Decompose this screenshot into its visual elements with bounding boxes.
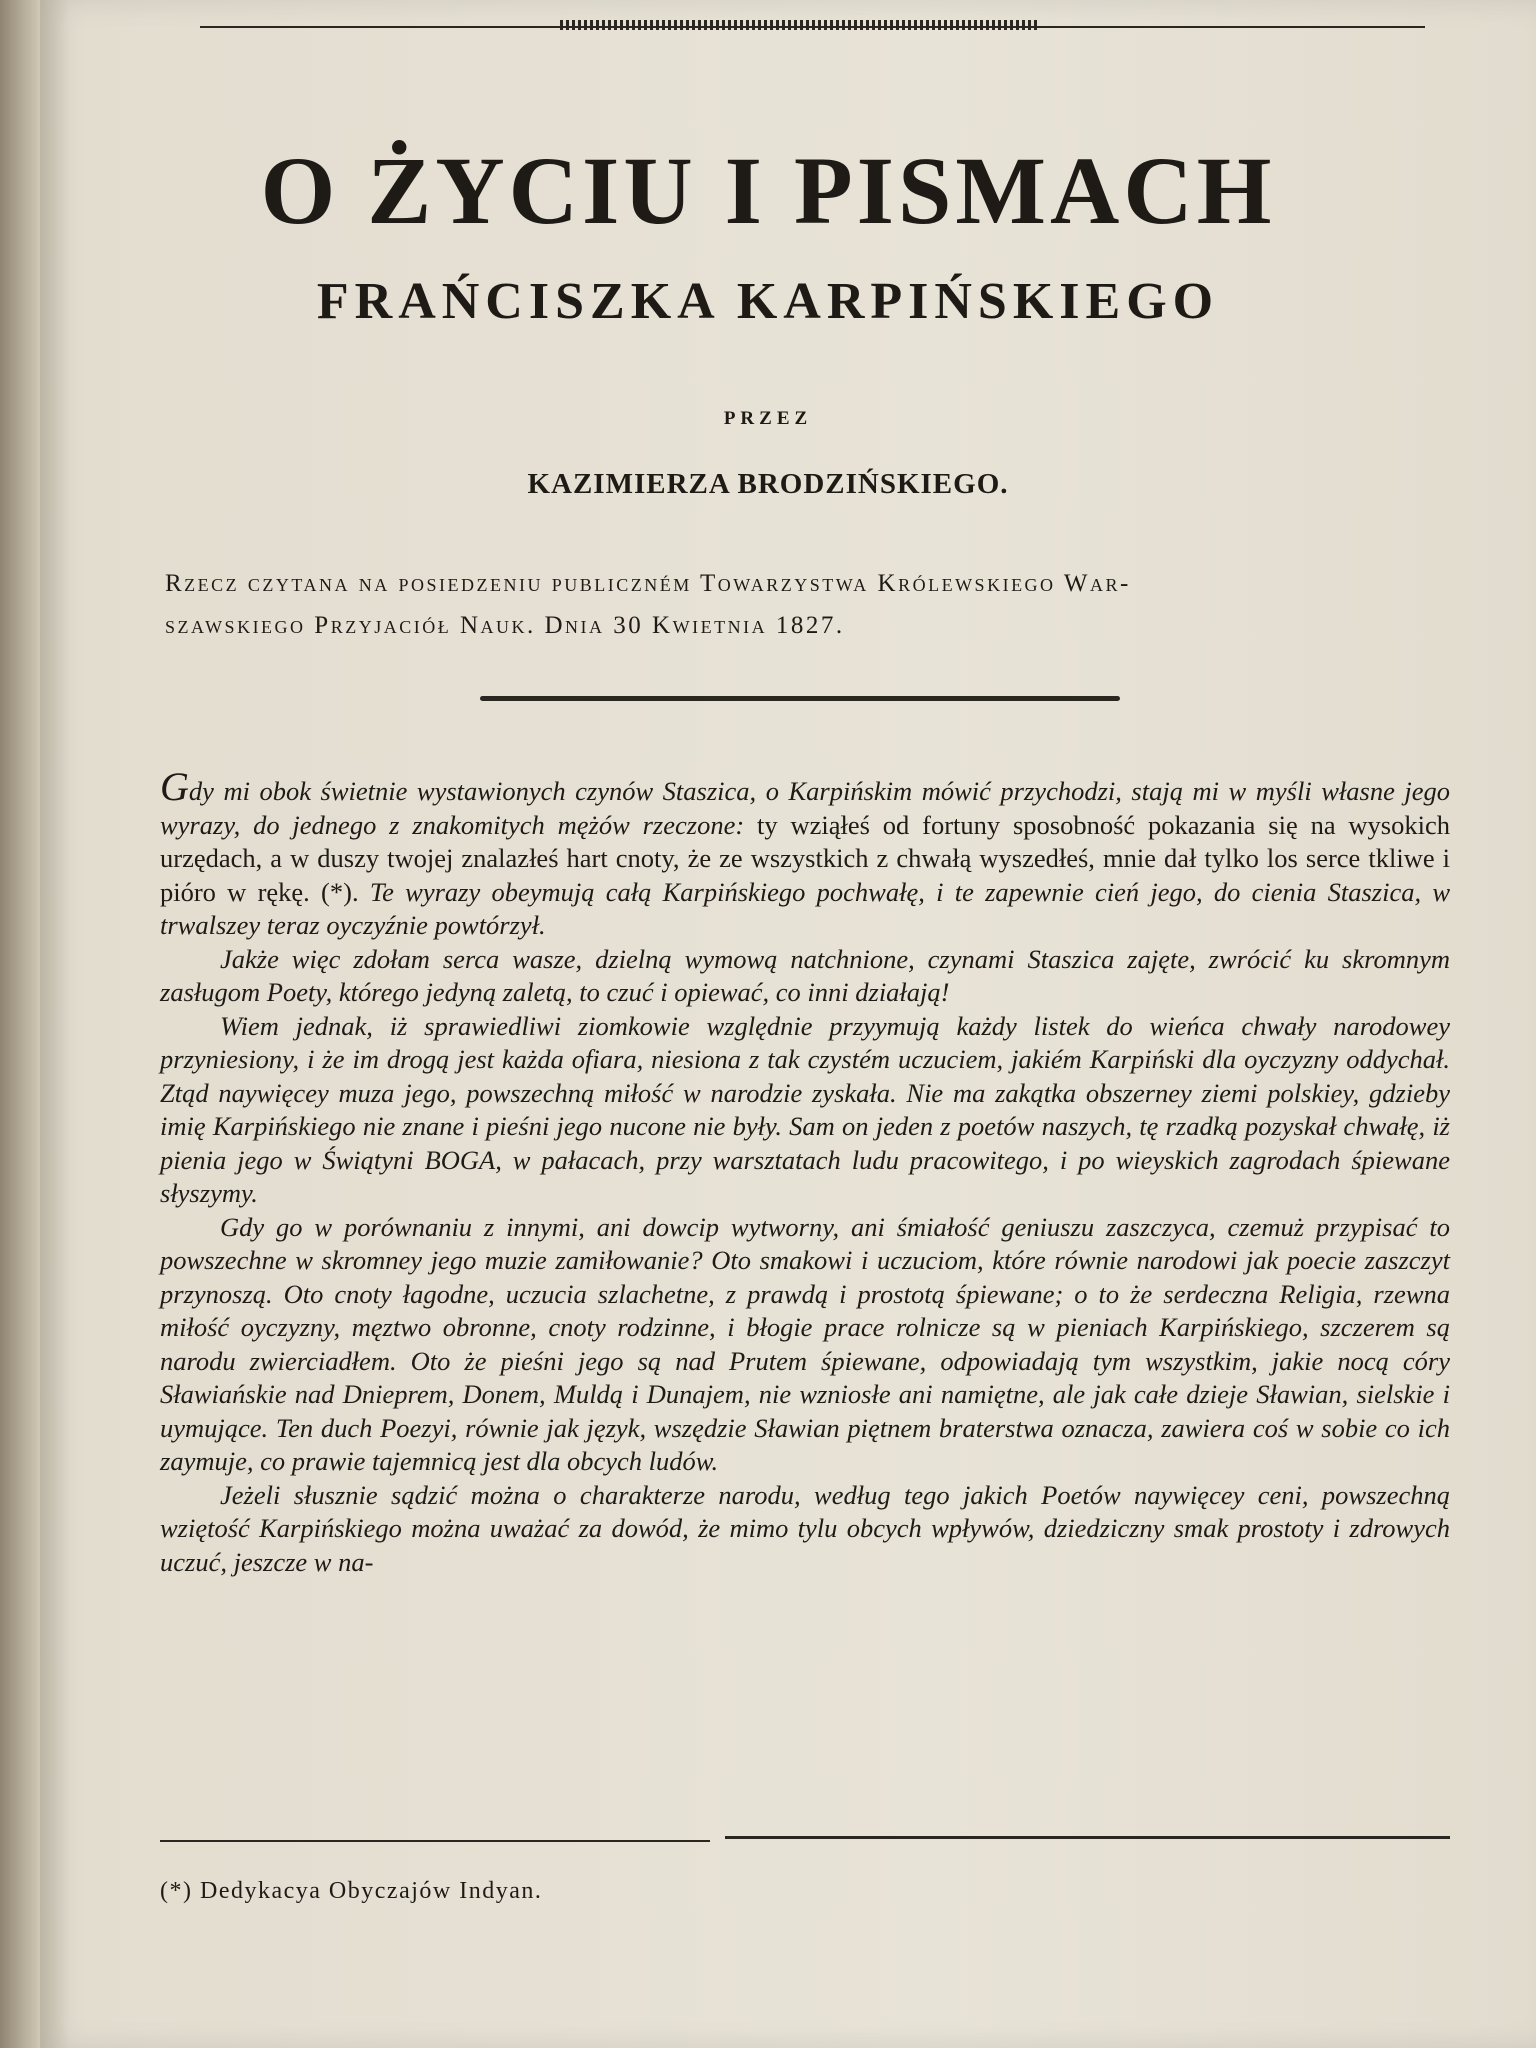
reading-note-line-2: szawskiego Przyjaciół Nauk. Dnia 30 Kwietnia 1827. xyxy=(165,612,845,639)
initial-letter: G xyxy=(160,764,189,809)
main-text xyxy=(160,764,1451,1579)
paragraph-1-quote: ty wziąłeś od fortuny sposobność pokazania się na wysokich urzędach, a w duszy twojej znalazłeś hart cnoty, że ze wszystkich z chwałą wyszedłeś, mnie dał tylko los serce tkliwe i pióro w rękę. (*). xyxy=(160,809,1450,907)
paragraph-4: Gdy go w porównaniu z innymi, ani dowcip wytworny, ani śmiałość geniuszu zaszczyca, czemuż przypisać to powszechne w skromney jego muzie zamiłowanie? Oto smakowi i uczuciom, które równie narodowi jak poecie zaszczyt przynoszą. Oto cnoty łagodne, uczucia szlachetne, z prawdą i prostotą śpiewane; o to że serdeczna Religia, rzewna miłość oyczyzny, męztwo obronne, cnoty rodzinne, i błogie prace rolnicze są w pieniach Karpińskiego, szczerem są narodu zwierciadłem. Oto że pieśni jego są nad Prutem śpiewane, odpowiadają tym wszystkim, jakie nocą córy Sławiańskie nad Dnieprem, Donem, Muldą i Dunajem, nie wzniosłe ani namiętne, ale jak całe dzieje Sławian, sielskie i uymujące. Ten duch Poezyi, równie jak język, wszędzie Sławian piętnem braterstwa oznacza, zawiera coś w sobie co ich zaymuje, co prawie tajemnicą jest dla obcych ludów. xyxy=(160,1211,1450,1476)
author-name: KAZIMIERZA BRODZIŃSKIEGO. xyxy=(527,468,1009,500)
footnote: (*) Dedykacya Obyczajów Indyan. xyxy=(160,1878,543,1904)
paragraph-3: Wiem jednak, iż sprawiedliwi ziomkowie względnie przyymują każdy listek do wieńca chwały narodowey przyniesiony, i że im drogą jest każda ofiara, niesiona z tak czystém uczuciem, jakiém Karpiński dla oyczyzny oddychał. Ztąd naywięcey muza jego, powszechną miłość w narodzie zyskała. Nie ma zakątka obszerney ziemi polskiey, gdzieby imię Karpińskiego nie znane i pieśni jego nucone nie były. Sam on jeden z poetów naszych, tę rzadką pozyskał chwałę, iż pienia jego w Świątyni BOGA, w pałacach, przy warsztatach ludu pracowitego, i po wieyskich zagrodach śpiewane słyszymy. xyxy=(160,1010,1450,1208)
paragraph-1-opening: dy mi obok świetnie wystawionych czynów Staszica, o Karpińskim mówić przychodzi, stają mi w myśli własne jego wyrazy, do jednego z znakomitych mężów rzeczone: xyxy=(160,776,1450,840)
paragraph-2: Jakże więc zdołam serca wasze, dzielną wymową natchnione, czynami Staszica zajęte, zwrócić ku skromnym zasługom Poety, którego jedyną zaletą, to czuć i opiewać, co inni działają! xyxy=(160,943,1450,1007)
reading-note xyxy=(165,563,1445,647)
section-divider xyxy=(480,696,1120,701)
top-ornament xyxy=(560,20,1040,30)
footnote-rule-left xyxy=(160,1840,710,1842)
reading-note-line-1: Rzecz czytana na posiedzeniu publiczném Towarzystwa Królewskiego War- xyxy=(165,570,1131,597)
page-title: O ŻYCIU I PISMACH xyxy=(260,137,1276,244)
paragraph-1-closing: Te wyrazy obeymują całą Karpińskiego pochwałę, i te zapewnie cień jego, do cienia Staszica, w trwalszey teraz oyczyźnie powtórzył. xyxy=(160,876,1451,940)
paragraph-1 xyxy=(160,764,1451,943)
page-subtitle: FRAŃCISZKA KARPIŃSKIEGO xyxy=(316,273,1220,330)
paragraph-5: Jeżeli słusznie sądzić można o charakterze narodu, według tego jakich Poetów naywięcey ceni, powszechną wziętość Karpińskiego można uważać za dowód, że mimo tylu obcych wpływów, dziedziczny smak prostoty i zdrowych uczuć, jeszcze w na- xyxy=(160,1479,1450,1577)
by-label: PRZEZ xyxy=(723,408,813,429)
footnote-rule-right xyxy=(725,1836,1450,1839)
